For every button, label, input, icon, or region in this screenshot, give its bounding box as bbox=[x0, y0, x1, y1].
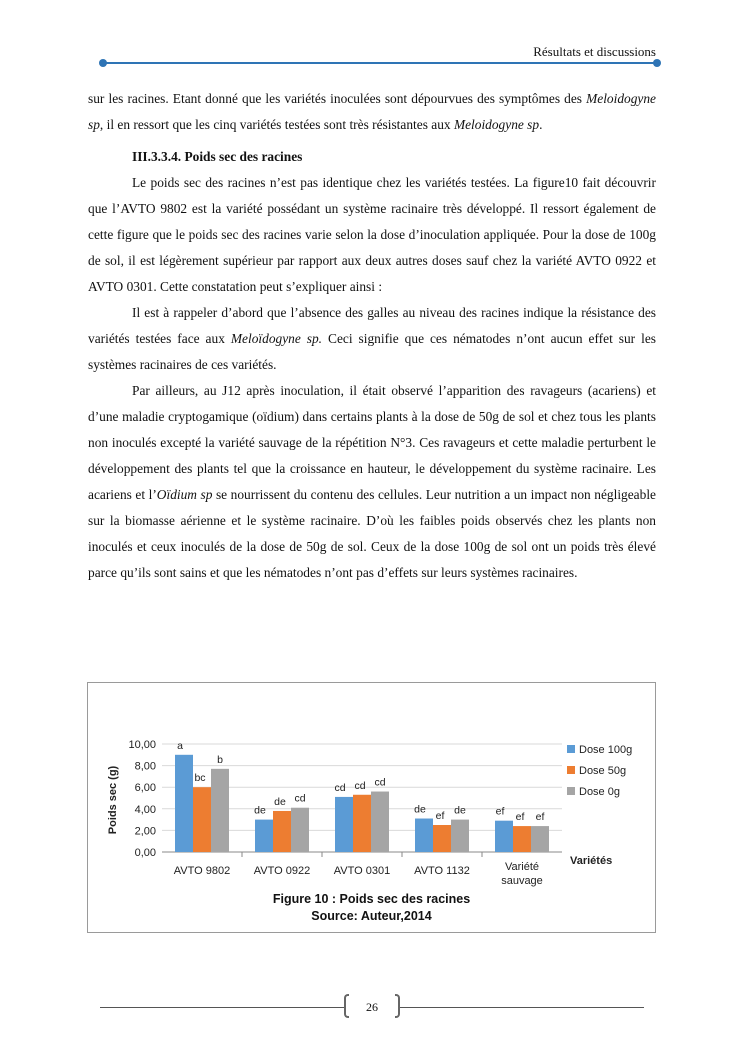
figure-source: Source: Auteur,2014 bbox=[311, 909, 432, 923]
bar bbox=[495, 821, 513, 852]
bar-significance-label: cd bbox=[354, 779, 366, 792]
bar bbox=[255, 820, 273, 852]
x-tick-label: AVTO 0301 bbox=[333, 865, 391, 877]
bar-significance-label: de bbox=[274, 795, 286, 808]
bar-significance-label: ef bbox=[535, 811, 545, 824]
page-number: 26 bbox=[366, 1000, 378, 1014]
y-tick-label: 10,00 bbox=[128, 739, 156, 751]
bar-significance-label: b bbox=[217, 753, 223, 766]
legend-swatch bbox=[567, 787, 575, 795]
bar bbox=[335, 797, 353, 852]
bar bbox=[371, 792, 389, 852]
bar bbox=[353, 795, 371, 852]
bar bbox=[175, 755, 193, 852]
bar-chart bbox=[88, 683, 655, 898]
y-tick-label: 2,00 bbox=[134, 825, 156, 838]
footer-rule-right bbox=[400, 1007, 644, 1008]
footer-rule-left bbox=[100, 1007, 344, 1008]
bar bbox=[211, 769, 229, 852]
x-tick-label: AVTO 1132 bbox=[414, 865, 470, 877]
y-tick-label: 6,00 bbox=[134, 782, 156, 795]
x-tick-label: Variété bbox=[504, 861, 540, 873]
header-rule-left-dot bbox=[99, 59, 107, 67]
body-text bbox=[88, 86, 656, 586]
bar bbox=[273, 811, 291, 852]
figure-box bbox=[87, 682, 656, 933]
y-tick-label: 8,00 bbox=[134, 760, 156, 773]
paragraph-2: Le poids sec des racines n’est pas identique chez les variétés testées. La figure10 fait découvrir que l’AVTO 9802 est la variété possédant un système racinaire très développé. Il ressort également de cette figure que le poids sec des racines varie selon la dose d’inoculation appliquée. Pour la dose de 100g de sol, il est légèrement supérieur par rapport aux deux autres doses sauf chez la variété AVTO 0922 et AVTO 0301. Cette constatation peut s’expliquer ainsi : bbox=[88, 175, 656, 294]
bar-significance-label: a bbox=[177, 739, 183, 752]
bar bbox=[513, 826, 531, 852]
y-axis-label: Poids sec (g) bbox=[107, 765, 119, 835]
bar-significance-label: ef bbox=[495, 805, 505, 818]
bar bbox=[291, 808, 309, 852]
bar bbox=[531, 826, 549, 852]
bar-significance-label: cd bbox=[374, 776, 386, 789]
bar bbox=[433, 825, 451, 852]
x-tick-label: AVTO 9802 bbox=[173, 865, 231, 877]
legend-label: Dose 0g bbox=[579, 786, 620, 798]
bar-significance-label: ef bbox=[435, 810, 445, 822]
legend-swatch bbox=[567, 745, 575, 753]
bar-significance-label: bc bbox=[194, 772, 206, 785]
legend-swatch bbox=[567, 766, 575, 774]
section-heading: III.3.3.4. Poids sec des racines bbox=[132, 149, 303, 164]
bar bbox=[451, 820, 469, 852]
header-rule-right-dot bbox=[653, 59, 661, 67]
y-tick-label: 4,00 bbox=[134, 803, 156, 816]
x-tick-label: AVTO 0922 bbox=[253, 865, 311, 877]
bar-significance-label: de bbox=[414, 803, 426, 816]
figure-caption: Figure 10 : Poids sec des racines bbox=[272, 892, 471, 906]
legend-label: Dose 100g bbox=[579, 744, 633, 756]
header-rule bbox=[103, 62, 658, 64]
bar-significance-label: ef bbox=[515, 811, 525, 824]
legend-label: Dose 50g bbox=[579, 765, 627, 777]
bar-significance-label: de bbox=[454, 804, 466, 817]
y-tick-label: 0,00 bbox=[134, 847, 156, 859]
x-tick-label: sauvage bbox=[501, 875, 543, 887]
x-axis-label: Variétés bbox=[570, 855, 613, 867]
paragraph-3: Il est à rappeler d’abord que l’absence des galles au niveau des racines indique la résistance des variétés testées face aux Meloïdogyne sp. Ceci signifie que ces nématodes n’ont aucun effet sur les systèmes racinaires de ces variétés. bbox=[88, 305, 657, 372]
running-head: Résultats et discussions bbox=[533, 44, 656, 59]
bar-significance-label: cd bbox=[334, 781, 346, 794]
bar-significance-label: de bbox=[254, 804, 266, 817]
bar bbox=[193, 787, 211, 852]
bar bbox=[415, 819, 433, 852]
bar-significance-label: cd bbox=[294, 792, 306, 805]
paragraph-1: sur les racines. Etant donné que les variétés inoculées sont dépourvues des symptômes des Meloidogyne sp, il en ressort que les cinq variétés testées sont très résistantes aux Meloidogyne sp. bbox=[88, 91, 656, 132]
paragraph-4: Par ailleurs, au J12 après inoculation, il était observé l’apparition des ravageurs (acariens) et d’une maladie cryptogamique (oïdium) dans certains plants à la dose de 50g de sol et chez tous les plants non inoculés excepté la variété sauvage de la répétition N°3. Ces ravageurs et cette maladie perturbent le développement des plants tel que la croissance en hauteur, le développement du système racinaire. Les acariens et l’Oïdium sp se nourrissent du contenu des cellules. Leur nutrition a un impact non négligeable sur la biomasse aérienne et le système racinaire. D’où les faibles poids observés chez les plants non inoculés et ceux inoculés de la dose de 50g de sol. Ceux de la dose 100g de sol ont un poids très élevé parce qu’ils sont sains et que les nématodes n’ont pas d’effets sur leurs systèmes racinaires. bbox=[88, 383, 656, 580]
